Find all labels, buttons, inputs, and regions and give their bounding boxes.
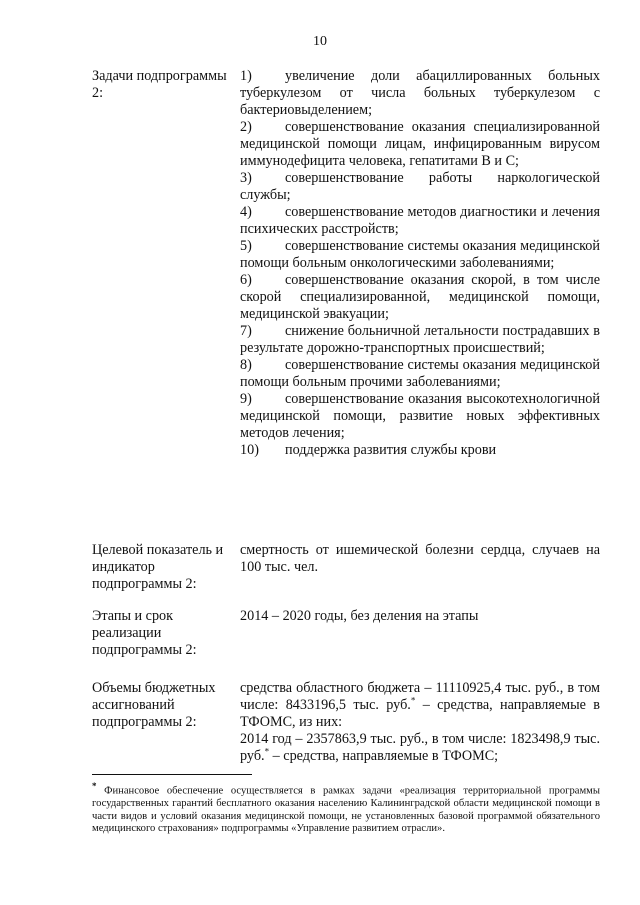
tasks-list [240,68,600,459]
stages-value: 2014 – 2020 годы, без деления на этапы [240,608,479,624]
task-item: 7) снижение больничной летальности пострадавших в результате дорожно-транспортных происшествий; [240,323,600,356]
task-item: 4) совершенствование методов диагностики и лечения психических расстройств; [240,204,600,237]
budget-label: Объемы бюджетных ассигнований подпрограммы 2: [92,680,216,730]
task-item: 9) совершенствование оказания высокотехнологичной медицинской помощи, развитие новых эффективных методов лечения; [240,391,600,441]
task-item: 1) увеличение доли абациллированных больных туберкулезом от числа больных туберкулезом с бактериовыделением; [240,68,600,118]
task-item: 10) поддержка развития службы крови [240,442,497,458]
task-item: 8) совершенствование системы оказания медицинской помощи больным прочими заболеваниями; [240,357,600,390]
budget-value [240,680,600,765]
footnote: * Финансовое обеспечение осуществляется в рамках задачи «реализация территориальной программы государственных гарантий бесплатного оказания населению Калининградской области медицинской помощи в части видов и условий оказания медицинской помощи, не установленных базовой программой обязательного медицинского страхования» подпрограммы «Управление развитием отрасли». [92,781,600,835]
indicator-value: смертность от ишемической болезни сердца, случаев на 100 тыс. чел. [240,542,600,575]
task-item: 6) совершенствование оказания скорой, в том числе скорой специализированной, медицинской помощи, медицинской эвакуации; [240,272,600,322]
task-item: 3) совершенствование работы наркологической службы; [240,170,600,203]
budget-line-2014: 2014 год – 2357863,9 тыс. руб., в том числе: 1823498,9 тыс. руб.* – средства, направляемые в ТФОМС; [240,731,600,764]
task-item: 2) совершенствование оказания специализированной медицинской помощи лицам, инфицированным вирусом иммунодефицита человека, гепатитами В и С; [240,119,600,169]
budget-line-total: средства областного бюджета – 11110925,4 тыс. руб., в том числе: 8433196,5 тыс. руб.* – средства, направляемые в ТФОМС, из них: [240,680,600,730]
stages-label: Этапы и срок реализации подпрограммы 2: [92,608,197,658]
footnote-divider [92,774,252,775]
task-item: 5) совершенствование системы оказания медицинской помощи больным онкологическими заболеваниями; [240,238,600,271]
tasks-label: Задачи подпрограммы 2: [92,68,227,101]
page-number: 10 [313,34,327,49]
indicator-label: Целевой показатель и индикатор подпрограммы 2: [92,542,224,592]
